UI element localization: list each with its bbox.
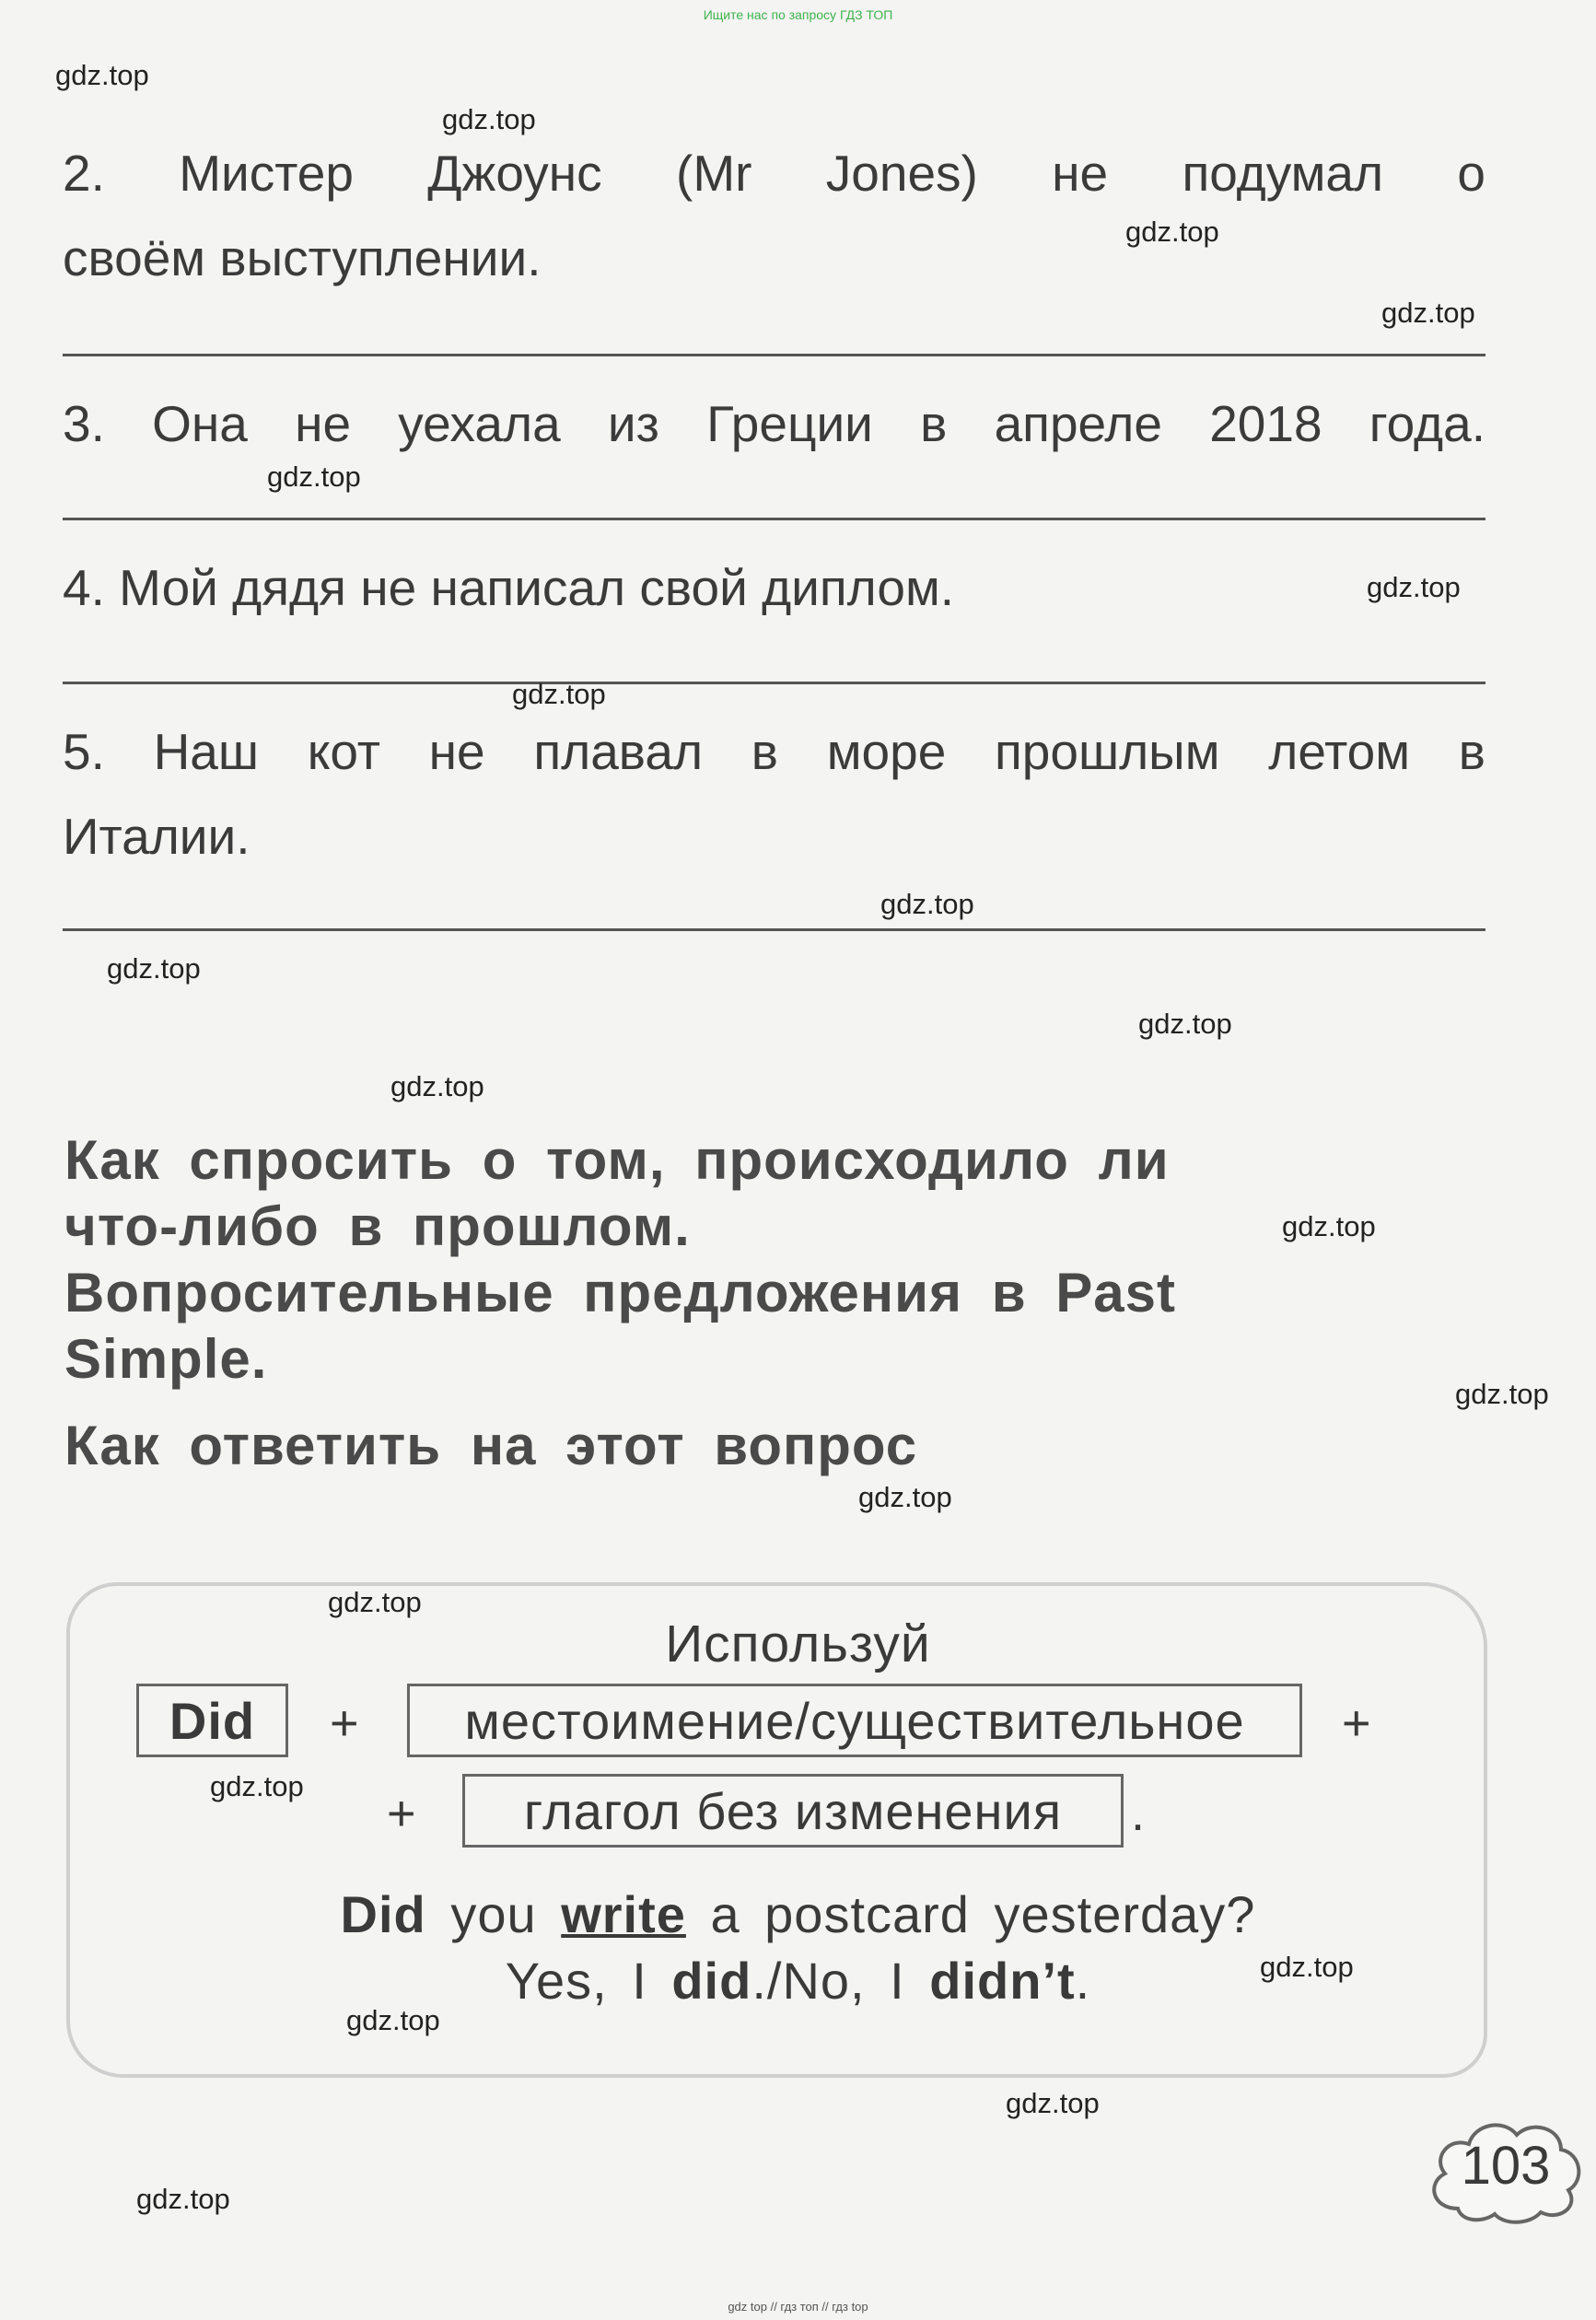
heading-line-1: Как спросить о том, происходило ли — [64, 1129, 1170, 1191]
plus-sign-2: + — [1342, 1696, 1371, 1751]
example-answer — [0, 1951, 1596, 2011]
example-rest: a postcard yesterday? — [710, 1885, 1256, 1943]
watermark: gdz.top — [1138, 1008, 1232, 1040]
watermark: gdz.top — [390, 1070, 484, 1102]
answer-line-5 — [63, 928, 1485, 931]
did-frame — [136, 1684, 288, 1757]
watermark: gdz.top — [1367, 571, 1461, 603]
answer-line-2 — [63, 354, 1485, 356]
answer-line-3 — [63, 518, 1485, 520]
top-note: Ищите нас по запросу ГДЗ ТОП — [703, 7, 893, 22]
watermark: gdz.top — [858, 1481, 952, 1513]
rule-box-title: Используй — [665, 1615, 931, 1673]
subject-frame — [407, 1684, 1302, 1757]
watermark: gdz.top — [267, 461, 361, 493]
plus-sign-3: + — [387, 1786, 416, 1841]
exercise-5-line2: Италии. — [63, 808, 250, 865]
exercise-2-line2: своём выступлении. — [63, 229, 542, 286]
page-number: 103 — [1461, 2136, 1551, 2196]
example-question — [0, 1884, 1596, 1944]
exercise-3: 3. Она не уехала из Греции в апреле 2018 года. — [63, 395, 1485, 452]
heading-line-4: Simple. — [64, 1328, 268, 1390]
did-label: Did — [169, 1691, 256, 1750]
heading-line-2: что-либо в прошлом. — [64, 1195, 691, 1257]
answer-line-4 — [63, 682, 1485, 684]
watermark: gdz.top — [1125, 216, 1219, 248]
example-did: Did — [340, 1885, 426, 1943]
exercise-4: 4. Мой дядя не написал свой диплом. — [63, 559, 955, 616]
watermark: gdz.top — [442, 103, 536, 135]
verb-frame — [462, 1774, 1124, 1848]
answer-yes: Yes, I — [505, 1952, 647, 2010]
example-write: write — [561, 1885, 686, 1943]
answer-end: . — [1075, 1952, 1091, 2010]
heading-line-3: Вопросительные предложения в Past — [64, 1262, 1177, 1323]
exercise-5-line1: 5. Наш кот не плавал в море прошлым летом в — [63, 723, 1485, 780]
watermark: gdz.top — [55, 59, 149, 91]
example-you: you — [450, 1885, 537, 1943]
watermark: gdz.top — [346, 2004, 440, 2036]
watermark: gdz.top — [1282, 1210, 1376, 1242]
answer-did: did — [671, 1952, 752, 2010]
watermark: gdz.top — [880, 888, 974, 920]
answer-didnt: didn’t — [929, 1952, 1076, 2010]
watermark: gdz.top — [328, 1586, 422, 1618]
watermark: gdz.top — [107, 952, 201, 985]
watermark: gdz.top — [136, 2183, 230, 2215]
watermark: gdz.top — [1260, 1951, 1354, 1983]
watermark: gdz.top — [1006, 2087, 1100, 2119]
plus-sign-1: + — [330, 1696, 359, 1751]
watermark: gdz.top — [512, 678, 606, 710]
period-mark: . — [1131, 1786, 1146, 1841]
heading-line-5: Как ответить на этот вопрос — [64, 1415, 918, 1476]
watermark: gdz.top — [1381, 297, 1475, 329]
watermark: gdz.top — [210, 1770, 304, 1802]
bottom-note: gdz top // гдз топ // гдз top — [728, 2300, 868, 2314]
exercise-2-line1: 2. Мистер Джоунс (Mr Jones) не подумал о — [63, 145, 1485, 202]
answer-no: ./No, I — [751, 1952, 905, 2010]
verb-label: глагол без изменения — [523, 1781, 1063, 1840]
subject-label: местоимение/существительное — [464, 1691, 1245, 1750]
watermark: gdz.top — [1455, 1378, 1549, 1410]
